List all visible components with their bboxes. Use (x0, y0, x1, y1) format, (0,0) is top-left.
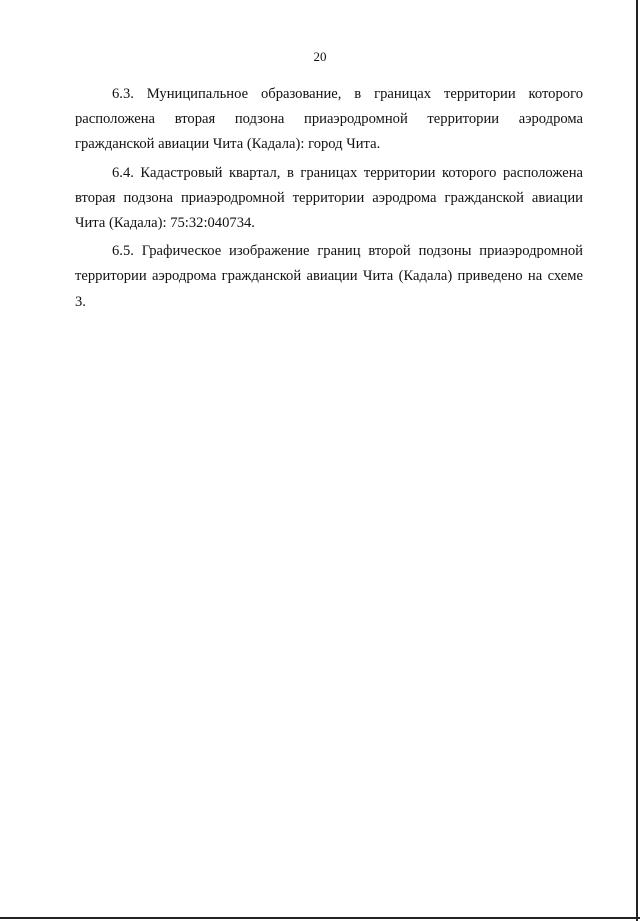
page-number: 20 (313, 49, 327, 64)
document-body (75, 82, 583, 318)
paragraph-6-4: 6.4. Кадастровый квартал, в границах территории которого расположена вторая подзона приаэродромной территории аэродрома гражданской авиации Чита (Кадала): 75:32:040734. (75, 164, 583, 232)
paragraph-6-5: 6.5. Графическое изображение границ второй подзоны приаэродромной территории аэродрома гражданской авиации Чита (Кадала) приведено на схеме 3. (75, 243, 583, 310)
scan-edge-right (636, 0, 638, 921)
scan-edge-bottom (0, 917, 640, 919)
paragraph-6-3: 6.3. Муниципальное образование, в границах территории которого расположена вторая подзона приаэродромной территории аэродрома гражданской авиации Чита (Кадала): город Чита. (75, 86, 583, 153)
